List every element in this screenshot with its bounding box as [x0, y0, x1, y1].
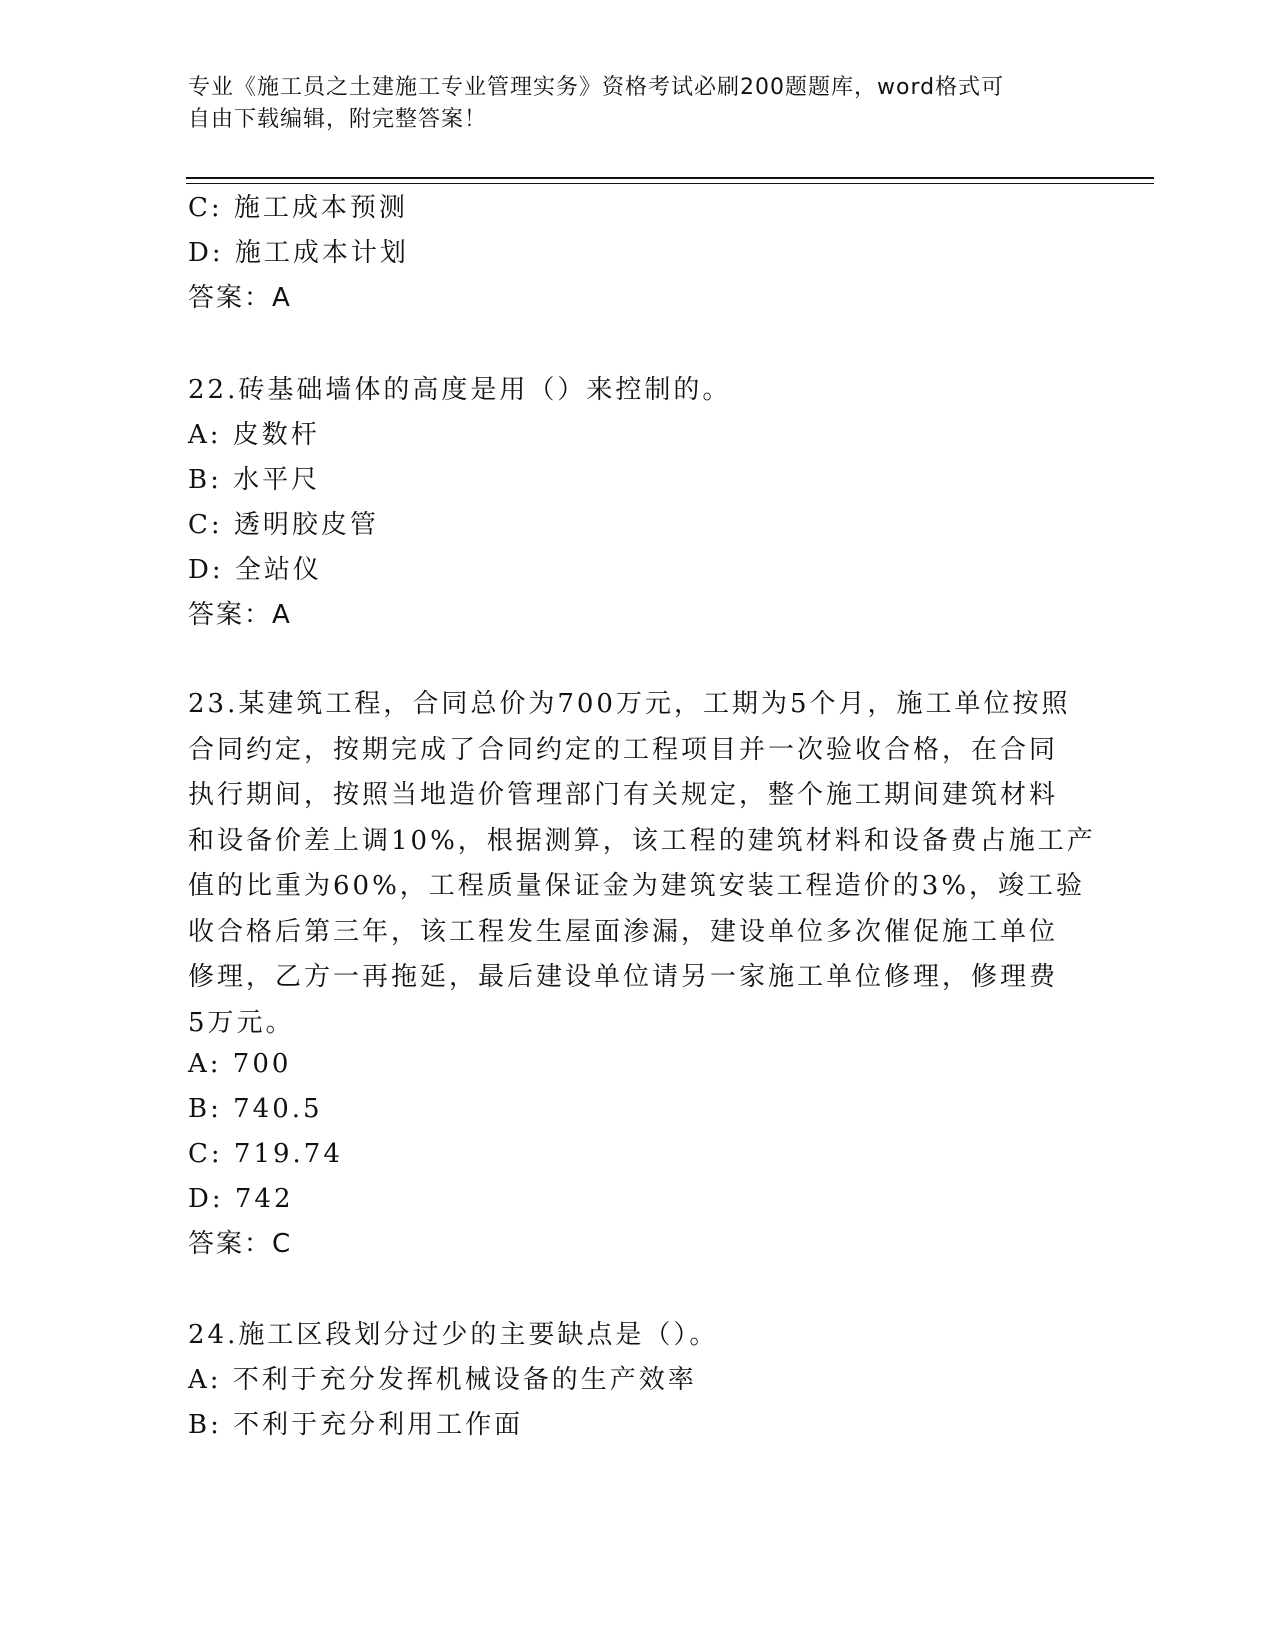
q21-answer: 答案：A [188, 283, 292, 313]
q23-option-c: C: 719.74 [188, 1139, 343, 1169]
q22-stem: 22.砖基础墙体的高度是用（）来控制的。 [188, 375, 732, 405]
q24-option-a: A: 不利于充分发挥机械设备的生产效率 [188, 1365, 697, 1395]
q23-option-a: A: 700 [188, 1049, 292, 1079]
header-title-line-1: 专业《施工员之土建施工专业管理实务》资格考试必刷200题题库，word格式可 [188, 75, 1005, 100]
document-header [188, 72, 1088, 136]
header-divider-thin [186, 183, 1154, 184]
q22-answer: 答案：A [188, 600, 292, 630]
q22-option-b: B: 水平尺 [188, 465, 321, 495]
q23-option-d: D: 742 [188, 1184, 294, 1214]
q23-option-b: B: 740.5 [188, 1094, 323, 1124]
q24-stem: 24.施工区段划分过少的主要缺点是（）。 [188, 1320, 719, 1350]
q23-stem-line: 收合格后第三年，该工程发生屋面渗漏，建设单位多次催促施工单位 [188, 916, 1059, 947]
header-divider-thick [186, 177, 1154, 179]
q23-stem [188, 682, 1096, 1046]
q22-option-d: D: 全站仪 [188, 555, 322, 585]
q23-stem-line: 合同约定，按期完成了合同约定的工程项目并一次验收合格，在合同 [188, 734, 1059, 765]
q21-option-d: D: 施工成本计划 [188, 238, 409, 268]
q24-option-b: B: 不利于充分利用工作面 [188, 1410, 524, 1440]
q23-stem-line: 和设备价差上调10%，根据测算，该工程的建筑材料和设备费占施工产 [188, 825, 1096, 856]
q22-option-c: C: 透明胶皮管 [188, 510, 379, 540]
q23-stem-line: 执行期间，按照当地造价管理部门有关规定，整个施工期间建筑材料 [188, 780, 1059, 810]
q23-stem-line: 值的比重为60%，工程质量保证金为建筑安装工程造价的3%，竣工验 [188, 871, 1086, 901]
q21-option-c: C: 施工成本预测 [188, 193, 408, 223]
q23-stem-line: 修理，乙方一再拖延，最后建设单位请另一家施工单位修理，修理费 [188, 962, 1059, 992]
q23-answer: 答案：C [188, 1229, 293, 1259]
header-title-line-2: 自由下载编辑，附完整答案！ [188, 107, 488, 132]
q23-stem-line: 23.某建筑工程，合同总价为700万元，工期为5个月，施工单位按照 [188, 689, 1071, 719]
q22-option-a: A: 皮数杆 [188, 420, 320, 450]
q23-stem-line: 5万元。 [188, 1007, 295, 1038]
